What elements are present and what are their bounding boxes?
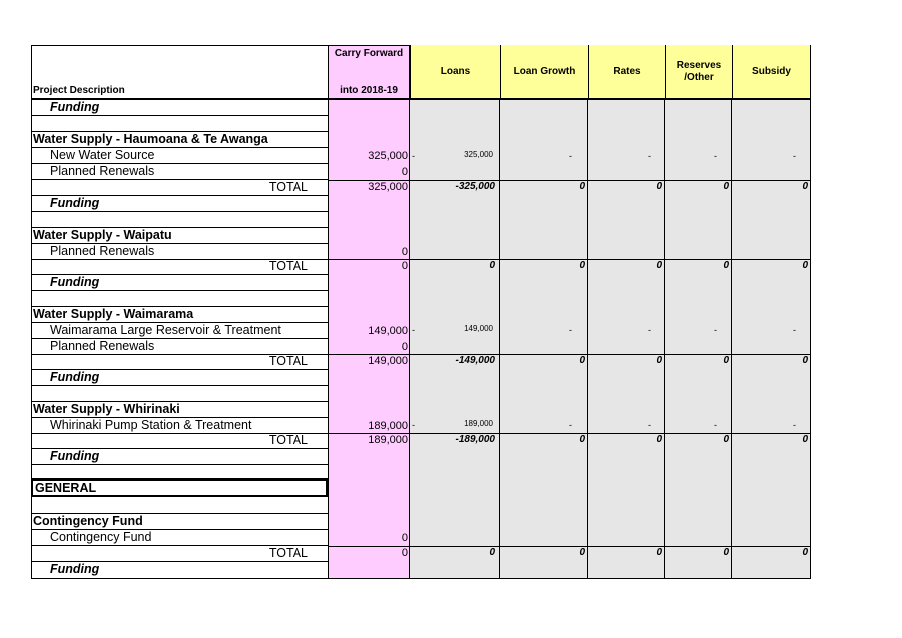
carry-forward-year: into 2018-19 — [340, 85, 398, 96]
dash-marker: - — [793, 420, 796, 430]
header-reserves — [665, 45, 732, 100]
reserves-heading — [677, 60, 721, 84]
loan-growth-heading: Loan Growth — [513, 65, 576, 77]
item-whirinaki-pump-station: Whirinaki Pump Station & Treatment — [31, 418, 328, 434]
section-title-waipatu: Water Supply - Waipatu — [31, 228, 328, 244]
loan-value: 149,000 — [464, 324, 493, 333]
dash-marker: - — [793, 151, 796, 161]
blank-row — [31, 386, 328, 402]
total-label: TOTAL — [31, 546, 328, 562]
cf-value: 149,000 — [368, 325, 408, 337]
loan-growth-column — [500, 45, 588, 579]
header-project-description — [31, 45, 328, 100]
total-rates: 0 — [656, 547, 662, 558]
header-subsidy — [732, 45, 811, 100]
total-subsidy: 0 — [802, 547, 808, 558]
cf-value: 0 — [401, 341, 408, 353]
total-rates: 0 — [656, 260, 662, 271]
total-loan-growth: 0 — [579, 355, 585, 366]
blank-row — [31, 212, 328, 228]
dash-marker: - — [569, 325, 572, 335]
carry-forward-heading: Carry Forward — [334, 48, 404, 59]
section-title-haumoana: Water Supply - Haumoana & Te Awanga — [31, 132, 328, 148]
total-label: TOTAL — [31, 259, 328, 275]
total-loans: 0 — [489, 547, 495, 558]
total-loans: 0 — [489, 260, 495, 271]
section-title-general: GENERAL — [31, 479, 328, 497]
loan-value: 189,000 — [464, 419, 493, 428]
funding-label: Funding — [31, 275, 328, 291]
item-new-water-source: New Water Source — [31, 148, 328, 164]
total-rates: 0 — [656, 355, 662, 366]
total-loan-growth: 0 — [579, 260, 585, 271]
total-subsidy: 0 — [802, 260, 808, 271]
total-reserves: 0 — [723, 260, 729, 271]
header-carry-forward — [328, 45, 410, 100]
dash-marker: - — [648, 420, 651, 430]
blank-row — [31, 116, 328, 132]
funding-label: Funding — [31, 100, 328, 116]
spreadsheet — [31, 45, 811, 579]
blank-row — [31, 465, 328, 479]
loans-heading: Loans — [440, 65, 471, 77]
dash-marker: - — [412, 151, 415, 161]
dash-marker: - — [412, 325, 415, 335]
header-loans — [410, 45, 500, 100]
total-reserves: 0 — [723, 181, 729, 192]
reserves-line1: Reserves — [676, 59, 722, 71]
dash-marker: - — [412, 420, 415, 430]
dash-marker: - — [569, 151, 572, 161]
subsidy-column — [732, 45, 811, 579]
funding-label: Funding — [50, 562, 100, 576]
total-subsidy: 0 — [802, 434, 808, 445]
total-rates: 0 — [656, 181, 662, 192]
section-title-waimarama: Water Supply - Waimarama — [31, 307, 328, 323]
total-reserves: 0 — [723, 547, 729, 558]
total-loans: -149,000 — [455, 355, 495, 366]
cf-total: 189,000 — [368, 434, 408, 446]
total-rates: 0 — [656, 434, 662, 445]
funding-label: Funding — [31, 449, 328, 465]
dash-marker: - — [793, 325, 796, 335]
dash-marker: - — [648, 325, 651, 335]
section-title-contingency: Contingency Fund — [31, 514, 328, 530]
cf-divider — [328, 433, 410, 434]
funding-label: Funding — [31, 196, 328, 212]
total-label: TOTAL — [31, 180, 328, 196]
rates-heading: Rates — [613, 65, 641, 77]
dash-marker: - — [714, 151, 717, 161]
total-subsidy: 0 — [802, 181, 808, 192]
dash-marker: - — [648, 151, 651, 161]
total-label: TOTAL — [31, 433, 328, 449]
blank-row — [31, 497, 328, 514]
cf-value: 189,000 — [368, 420, 408, 432]
total-loans: -189,000 — [455, 434, 495, 445]
cf-total: 0 — [401, 547, 408, 559]
cf-total: 0 — [401, 260, 408, 272]
section-title-whirinaki: Water Supply - Whirinaki — [31, 402, 328, 418]
total-subsidy: 0 — [802, 355, 808, 366]
dash-marker: - — [714, 325, 717, 335]
funding-label: Funding — [31, 370, 328, 386]
cf-divider — [328, 259, 410, 260]
item-waimarama-reservoir: Waimarama Large Reservoir & Treatment — [31, 323, 328, 339]
cf-value: 0 — [401, 532, 408, 544]
cf-divider — [328, 546, 410, 547]
header-rates — [588, 45, 665, 100]
total-loans: -325,000 — [455, 181, 495, 192]
dash-marker: - — [714, 420, 717, 430]
loan-value: 325,000 — [464, 150, 493, 159]
total-loan-growth: 0 — [579, 547, 585, 558]
total-reserves: 0 — [723, 434, 729, 445]
loans-column — [410, 45, 500, 579]
total-loan-growth: 0 — [579, 181, 585, 192]
cf-divider — [328, 180, 410, 181]
reserves-line2: /Other — [684, 71, 714, 83]
project-description-heading: Project Description — [33, 85, 125, 96]
reserves-column — [665, 45, 732, 579]
carry-forward-column — [328, 45, 410, 579]
item-planned-renewals: Planned Renewals — [31, 164, 328, 180]
cf-divider — [328, 354, 410, 355]
header-loan-growth — [500, 45, 588, 100]
total-label: TOTAL — [31, 354, 328, 370]
item-planned-renewals: Planned Renewals — [31, 339, 328, 355]
cf-value: 325,000 — [368, 150, 408, 162]
item-contingency-fund: Contingency Fund — [31, 530, 328, 546]
blank-row — [31, 291, 328, 307]
dash-marker: - — [569, 420, 572, 430]
total-reserves: 0 — [723, 355, 729, 366]
cf-total: 149,000 — [368, 355, 408, 367]
rates-column — [588, 45, 665, 579]
cf-total: 325,000 — [368, 181, 408, 193]
item-planned-renewals: Planned Renewals — [31, 244, 328, 260]
cf-value: 0 — [401, 166, 408, 178]
subsidy-heading: Subsidy — [752, 65, 791, 77]
cf-value: 0 — [401, 246, 408, 258]
total-loan-growth: 0 — [579, 434, 585, 445]
